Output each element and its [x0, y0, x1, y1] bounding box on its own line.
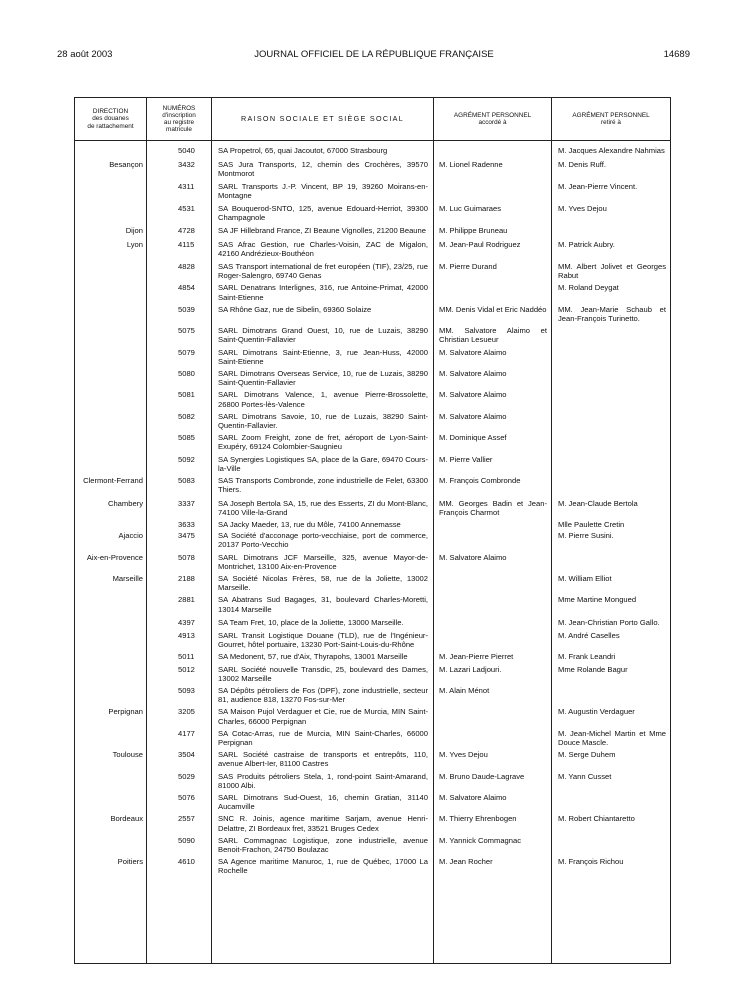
- cell-agrement-retire: [551, 369, 670, 387]
- cell-numero: 5083: [178, 476, 195, 486]
- cell-agrement-retire: M. Pierre Susini.: [558, 531, 614, 541]
- cell-numero: 2881: [178, 595, 195, 605]
- cell-direction: [75, 729, 146, 747]
- cell-agrement-retire: M. Yves Dejou: [558, 204, 607, 214]
- cell-agrement-accorde: [433, 182, 551, 200]
- cell-agrement-retire: M. William Elliot: [558, 573, 612, 583]
- cell-agrement-accorde: M. François Combronde: [439, 476, 521, 486]
- cell-agrement-retire: [551, 836, 670, 854]
- cell-raison-sociale: SAS Transports Combronde, zone industrielle de Felet, 63300 Thiers.: [218, 476, 428, 495]
- cell-agrement-accorde: M. Salvatore Alaimo: [439, 347, 507, 357]
- cell-numero: 4854: [178, 283, 195, 293]
- cell-agrement-retire: M. Robert Chiantaretto: [558, 814, 635, 824]
- cell-numero: 5093: [178, 685, 195, 695]
- cell-agrement-retire: M. Jean-Pierre Vincent.: [558, 181, 638, 191]
- table-row: [75, 793, 670, 811]
- cell-agrement-retire: Mme Rolande Bagur: [558, 664, 628, 674]
- table-row: [75, 390, 670, 408]
- cell-agrement-retire: [551, 553, 670, 571]
- table-row: [75, 283, 670, 301]
- agrement-table: [74, 97, 671, 964]
- table-row: [75, 262, 670, 280]
- cell-numero: 3633: [178, 519, 195, 529]
- cell-raison-sociale: SA Bouquerod-SNTO, 125, avenue Edouard-Herriot, 39300 Champagnole: [218, 204, 428, 223]
- cell-numero: 5080: [178, 369, 195, 379]
- cell-raison-sociale: SAS Afrac Gestion, rue Charles-Voisin, ZAC de Migalon, 42160 Andrézieux-Bouthéon: [218, 239, 428, 258]
- cell-numero: 5076: [178, 792, 195, 802]
- table-row: [75, 226, 670, 235]
- cell-numero: 5082: [178, 411, 195, 421]
- cell-agrement-accorde: [433, 631, 551, 649]
- cell-direction: [75, 390, 146, 408]
- table-row: [75, 836, 670, 854]
- cell-raison-sociale: SNC R. Joinis, agence maritime Sarjam, avenue Henri-Delattre, ZI Bordeaux fret, 33521 Bruges Cedex: [218, 814, 428, 833]
- cell-raison-sociale: SA Team Fret, 10, place de la Joliette, 13000 Marseille.: [218, 617, 404, 627]
- cell-numero: 5075: [178, 326, 195, 336]
- table-row: [75, 618, 670, 627]
- header-date: 28 août 2003: [57, 49, 113, 60]
- cell-agrement-accorde: [433, 283, 551, 301]
- cell-direction: [75, 146, 146, 155]
- cell-agrement-retire: M. Serge Duhem: [558, 750, 616, 760]
- table-row: [75, 750, 670, 768]
- table-row: [75, 348, 670, 366]
- cell-agrement-retire: M. Jean-Claude Bertola: [558, 498, 638, 508]
- cell-agrement-accorde: M. Luc Guimaraes: [439, 204, 502, 214]
- cell-agrement-retire: M. Yann Cusset: [558, 771, 612, 781]
- cell-agrement-retire: M. Jacques Alexandre Nahmias: [558, 146, 665, 155]
- cell-agrement-accorde: M. Dominique Assef: [439, 433, 507, 443]
- table-row: [75, 433, 670, 451]
- cell-numero: 5011: [178, 652, 195, 662]
- cell-numero: 2557: [178, 814, 195, 824]
- cell-agrement-retire: [551, 476, 670, 494]
- table-row: [75, 814, 670, 832]
- cell-direction: Dijon: [125, 226, 143, 236]
- col-header-raison: RAISON SOCIALE ET SIÈGE SOCIAL: [240, 114, 405, 124]
- cell-raison-sociale: SA Agence maritime Manuroc, 1, rue de Québec, 17000 La Rochelle: [218, 857, 428, 876]
- cell-numero: 4397: [178, 617, 195, 627]
- cell-direction: Ajaccio: [118, 531, 143, 541]
- cell-direction: Besançon: [109, 160, 143, 170]
- cell-raison-sociale: SARL Dimotrans Savoie, 10, rue de Luzais, 38290 Saint-Quentin-Fallavier.: [218, 411, 428, 431]
- cell-agrement-retire: [551, 326, 670, 344]
- cell-direction: [75, 595, 146, 613]
- cell-numero: 3475: [178, 531, 195, 541]
- cell-raison-sociale: SA Abatrans Sud Bagages, 31, boulevard Charles-Moretti, 13014 Marseille: [218, 595, 428, 614]
- cell-agrement-accorde: [433, 520, 551, 529]
- cell-numero: 4531: [178, 204, 195, 214]
- cell-agrement-accorde: MM. Salvatore Alaimo et Christian Lesueur: [439, 326, 547, 345]
- cell-agrement-accorde: M. Salvatore Alaimo: [439, 390, 507, 400]
- cell-direction: [75, 618, 146, 627]
- cell-raison-sociale: SA Société d'acconage porto-vecchiaise, port de commerce, 20137 Porto-Vecchio: [218, 531, 428, 550]
- cell-raison-sociale: SA Cotac-Arras, rue de Murcia, MIN Saint-Charles, 66000 Perpignan: [218, 728, 428, 747]
- cell-raison-sociale: SA JF Hillebrand France, ZI Beaune Vignolles, 21200 Beaune: [218, 226, 426, 236]
- cell-raison-sociale: SARL Commagnac Logistique, zone industrielle, avenue Benoit-Frachon, 24750 Boulazac: [218, 835, 428, 854]
- cell-direction: [75, 772, 146, 790]
- cell-agrement-accorde: M. Pierre Durand: [439, 262, 497, 272]
- table-row: [75, 729, 670, 747]
- cell-agrement-accorde: M. Salvatore Alaimo: [439, 792, 507, 802]
- table-row: [75, 182, 670, 200]
- cell-numero: 4828: [178, 262, 195, 272]
- cell-numero: 5079: [178, 347, 195, 357]
- cell-agrement-retire: M. Patrick Aubry.: [558, 239, 615, 249]
- table-row: [75, 160, 670, 178]
- table-row: [75, 631, 670, 649]
- cell-direction: [75, 793, 146, 811]
- cell-numero: 4115: [178, 239, 195, 249]
- cell-numero: 5040: [178, 146, 195, 155]
- table-row: [75, 595, 670, 613]
- cell-raison-sociale: SARL Dimotrans Sud-Ouest, 16, chemin Gratian, 31140 Aucamville: [218, 792, 428, 812]
- cell-direction: Poitiers: [117, 857, 143, 867]
- cell-numero: 5090: [178, 835, 195, 845]
- cell-raison-sociale: SA Maison Pujol Verdaguer et Cie, rue de Murcia, MIN Saint-Charles, 66000 Perpignan: [218, 707, 428, 726]
- table-row: [75, 531, 670, 549]
- cell-numero: 3504: [178, 750, 195, 760]
- cell-agrement-accorde: [433, 729, 551, 747]
- cell-agrement-retire: M. Jean-Christian Porto Gallo.: [558, 617, 660, 627]
- table-row: [75, 857, 670, 875]
- cell-numero: 5012: [178, 664, 195, 674]
- cell-agrement-retire: [551, 348, 670, 366]
- cell-agrement-retire: Mme Martine Mongued: [558, 595, 637, 605]
- cell-direction: [75, 433, 146, 451]
- col-header-numero: NUMÉROS d'inscription au registre matricule: [162, 104, 196, 134]
- cell-direction: Chambery: [107, 498, 143, 508]
- cell-raison-sociale: SA Jacky Maeder, 13, rue du Môle, 74100 Annemasse: [218, 519, 401, 529]
- cell-raison-sociale: SARL Dimotrans Overseas Service, 10, rue de Luzais, 38290 Saint-Quentin-Fallavier: [218, 369, 428, 388]
- cell-raison-sociale: SA Joseph Bertola SA, 15, rue des Esserts, ZI du Mont-Blanc, 74100 Ville-la-Grand: [218, 498, 428, 517]
- cell-direction: [75, 326, 146, 344]
- cell-agrement-accorde: MM. Georges Badin et Jean-François Charmot: [439, 498, 547, 517]
- table-row: [75, 665, 670, 683]
- col-header-agrement-accorde: AGRÉMENT PERSONNEL accordé à: [453, 111, 532, 126]
- cell-direction: [75, 631, 146, 649]
- cell-raison-sociale: SARL Denatrans Interlignes, 316, rue Antoine-Primat, 42000 Saint-Etienne: [218, 283, 428, 302]
- table-row: [75, 369, 670, 387]
- table-row: [75, 326, 670, 344]
- cell-numero: 5092: [178, 454, 195, 464]
- cell-agrement-retire: [551, 686, 670, 704]
- cell-raison-sociale: SA Synergies Logistiques SA, place de la Gare, 69470 Cours-la-Ville: [218, 454, 428, 473]
- cell-numero: 4311: [178, 181, 195, 191]
- cell-numero: 5039: [178, 304, 195, 314]
- cell-agrement-accorde: [433, 595, 551, 613]
- header-separator: [75, 140, 670, 141]
- table-row: [75, 455, 670, 473]
- cell-agrement-accorde: [433, 707, 551, 725]
- cell-raison-sociale: SA Dépôts pétroliers de Fos (DPF), zone industrielle, secteur 81, audience 818, 13270 Fos-sur-Mer: [218, 685, 428, 705]
- cell-direction: Clermont-Ferrand: [83, 476, 143, 486]
- cell-raison-sociale: SA Medonent, 57, rue d'Aix, Thyrapohs, 13001 Marseille: [218, 652, 408, 662]
- cell-agrement-retire: [551, 793, 670, 811]
- cell-direction: [75, 652, 146, 661]
- col-header-direction: DIRECTION des douanes de rattachement: [87, 108, 134, 130]
- table-row: [75, 707, 670, 725]
- cell-agrement-accorde: [433, 574, 551, 592]
- cell-agrement-accorde: M. Pierre Vallier: [439, 454, 493, 464]
- cell-agrement-accorde: M. Lionel Radenne: [439, 160, 503, 170]
- cell-raison-sociale: SARL Transports J.-P. Vincent, BP 19, 39260 Moirans-en-Montagne: [218, 181, 428, 200]
- cell-agrement-accorde: M. Yves Dejou: [439, 750, 488, 760]
- cell-numero: 4913: [178, 630, 195, 640]
- cell-agrement-retire: [551, 433, 670, 451]
- cell-agrement-retire: [551, 455, 670, 473]
- table-row: [75, 146, 670, 155]
- cell-numero: 5029: [178, 771, 195, 781]
- cell-raison-sociale: SA Société Nicolas Frères, 58, rue de la Joliette, 13002 Marseille.: [218, 573, 428, 593]
- cell-numero: 3337: [178, 498, 195, 508]
- cell-agrement-retire: Mlle Paulette Cretin: [558, 519, 625, 529]
- cell-agrement-accorde: [433, 618, 551, 627]
- cell-raison-sociale: SAS Produits pétroliers Stela, 1, rond-point Saint-Amarand, 81000 Albi.: [218, 771, 428, 790]
- cell-direction: Lyon: [126, 239, 143, 249]
- cell-agrement-accorde: M. Alain Ménot: [439, 685, 490, 695]
- cell-agrement-accorde: M. Jean Rocher: [439, 857, 493, 867]
- table-row: [75, 652, 670, 661]
- cell-agrement-accorde: [433, 531, 551, 549]
- cell-raison-sociale: SARL Zoom Freight, zone de fret, aéroport de Lyon-Saint-Exupéry, 69124 Colombier-Saugnieu: [218, 433, 428, 452]
- cell-raison-sociale: SARL Dimotrans Grand Ouest, 10, rue de Luzais, 38290 Saint-Quentin-Fallavier: [218, 326, 428, 345]
- cell-agrement-accorde: MM. Denis Vidal et Eric Naddéo: [439, 304, 547, 314]
- cell-direction: [75, 182, 146, 200]
- cell-raison-sociale: SA Rhône Gaz, rue de Sibelin, 69360 Solaize: [218, 304, 372, 314]
- cell-raison-sociale: SARL Dimotrans Saint-Etienne, 3, rue Jean-Huss, 42000 Saint-Etienne: [218, 347, 428, 366]
- cell-direction: Perpignan: [108, 707, 143, 717]
- table-row: [75, 412, 670, 430]
- cell-agrement-accorde: M. Salvatore Alaimo: [439, 552, 507, 562]
- cell-agrement-retire: M. André Caselles: [558, 630, 620, 640]
- cell-direction: [75, 305, 146, 323]
- cell-agrement-accorde: [433, 146, 551, 155]
- cell-agrement-accorde: M. Thierry Ehrenbogen: [439, 814, 517, 824]
- cell-agrement-retire: MM. Albert Jolivet et Georges Rabut: [558, 262, 666, 281]
- cell-agrement-accorde: M. Jean-Pierre Pierret: [439, 652, 514, 662]
- cell-raison-sociale: SARL Transit Logistique Douane (TLD), rue de l'Ingénieur-Gourret, hôtel portuaire, 13230 Port-Saint-Louis-du-Rhône: [218, 630, 428, 650]
- cell-raison-sociale: SARL Société castraise de transports et entrepôts, 110, avenue Albert-Ier, 81100 Castres: [218, 750, 428, 769]
- cell-agrement-retire: M. Augustin Verdaguer: [558, 707, 635, 717]
- journal-title: JOURNAL OFFICIEL DE LA RÉPUBLIQUE FRANÇAISE: [254, 49, 494, 60]
- cell-numero: 5085: [178, 433, 195, 443]
- cell-agrement-retire: M. Frank Leandri: [558, 652, 616, 662]
- cell-direction: [75, 204, 146, 222]
- cell-direction: [75, 412, 146, 430]
- table-row: [75, 686, 670, 704]
- table-row: [75, 204, 670, 222]
- cell-agrement-accorde: M. Jean-Paul Rodriguez: [439, 239, 521, 249]
- cell-raison-sociale: SAS Jura Transports, 12, chemin des Crochères, 39570 Montmorot: [218, 160, 428, 179]
- cell-agrement-retire: M. Roland Deygat: [558, 283, 619, 293]
- cell-agrement-accorde: M. Philippe Bruneau: [439, 226, 508, 236]
- table-row: [75, 772, 670, 790]
- table-row: [75, 499, 670, 517]
- cell-numero: 4177: [178, 728, 195, 738]
- cell-direction: [75, 262, 146, 280]
- cell-numero: 3205: [178, 707, 195, 717]
- cell-agrement-retire: M. Jean-Michel Martin et Mme Douce Mascle.: [558, 728, 666, 747]
- page-number: 14689: [663, 49, 690, 60]
- cell-raison-sociale: SARL Société nouvelle Transdic, 25, boulevard des Dames, 13002 Marseille: [218, 664, 428, 683]
- table-body: [75, 146, 670, 879]
- cell-direction: [75, 283, 146, 301]
- cell-agrement-retire: MM. Jean-Marie Schaub et Jean-François Turinetto.: [558, 304, 666, 324]
- cell-numero: 5081: [178, 390, 195, 400]
- cell-direction: [75, 455, 146, 473]
- cell-direction: Aix-en-Provence: [86, 552, 143, 562]
- cell-numero: 2188: [178, 573, 195, 583]
- cell-raison-sociale: SAS Transport international de fret européen (TIF), 23/25, rue Roger-Salengro, 69740 Genas: [218, 262, 428, 281]
- table-row: [75, 305, 670, 323]
- cell-direction: Toulouse: [112, 750, 143, 760]
- cell-raison-sociale: SARL Dimotrans JCF Marseille, 325, avenue Mayor-de-Montrichet, 13100 Aix-en-Provence: [218, 552, 428, 571]
- cell-direction: [75, 665, 146, 683]
- cell-direction: [75, 369, 146, 387]
- cell-numero: 3432: [178, 160, 195, 170]
- table-row: [75, 553, 670, 571]
- cell-agrement-retire: [551, 412, 670, 430]
- cell-agrement-retire: M. Denis Ruff.: [558, 160, 606, 170]
- cell-agrement-accorde: M. Lazari Ladjouri.: [439, 664, 502, 674]
- cell-agrement-retire: [551, 390, 670, 408]
- cell-agrement-retire: M. François Richou: [558, 857, 624, 867]
- cell-direction: [75, 836, 146, 854]
- table-row: [75, 574, 670, 592]
- cell-agrement-accorde: M. Salvatore Alaimo: [439, 411, 507, 421]
- cell-agrement-accorde: M. Salvatore Alaimo: [439, 369, 507, 379]
- table-row: [75, 476, 670, 494]
- cell-numero: 4728: [178, 226, 195, 236]
- cell-agrement-accorde: M. Bruno Daude-Lagrave: [439, 771, 525, 781]
- cell-direction: [75, 348, 146, 366]
- cell-agrement-retire: [551, 226, 670, 235]
- col-header-agrement-retire: AGRÉMENT PERSONNEL retiré à: [572, 111, 650, 126]
- cell-direction: Bordeaux: [110, 814, 143, 824]
- cell-raison-sociale: SA Propetrol, 65, quai Jacoutot, 67000 Strasbourg: [218, 146, 388, 155]
- cell-agrement-accorde: M. Yannick Commagnac: [439, 835, 522, 845]
- cell-numero: 5078: [178, 552, 195, 562]
- cell-direction: [75, 686, 146, 704]
- cell-direction: [75, 520, 146, 529]
- table-row: [75, 240, 670, 258]
- cell-direction: Marseille: [112, 573, 143, 583]
- table-row: [75, 520, 670, 529]
- cell-numero: 4610: [178, 857, 195, 867]
- cell-raison-sociale: SARL Dimotrans Valence, 1, avenue Pierre-Brossolette, 26800 Portes-lès-Valence: [218, 390, 428, 409]
